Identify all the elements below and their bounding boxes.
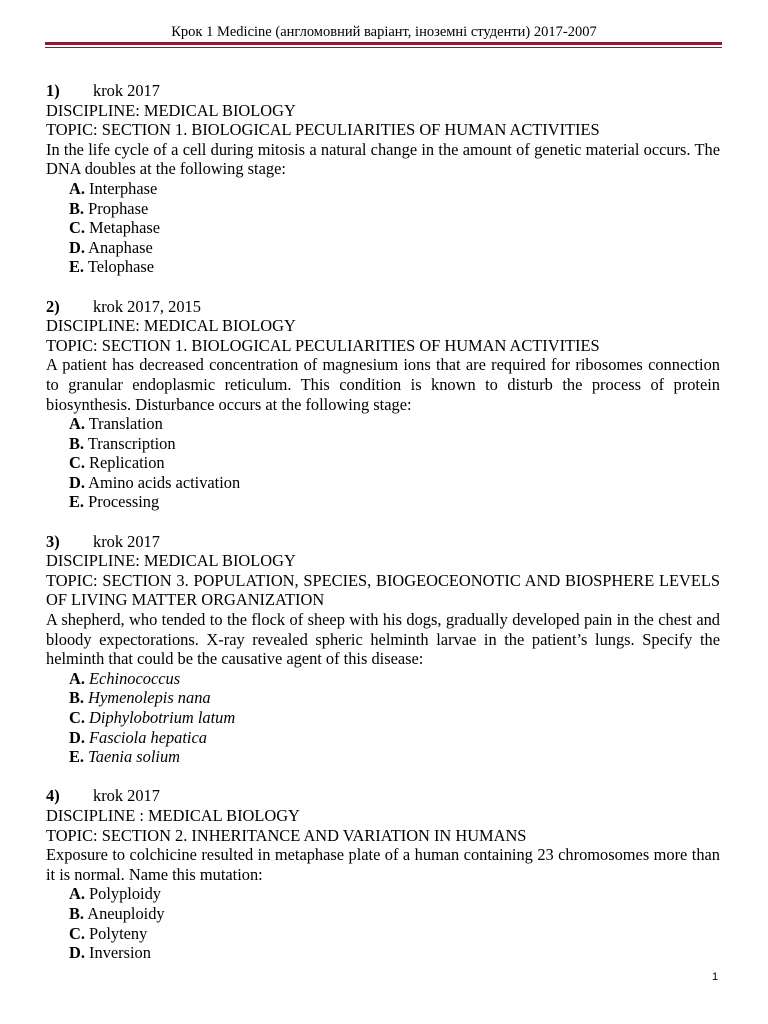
option-letter: A. <box>69 884 85 904</box>
option-text: Echinococcus <box>89 668 181 688</box>
option-text: Inversion <box>89 943 151 963</box>
header-rule-thin <box>45 47 722 48</box>
question-stem: Exposure to colchicine resulted in metaphase plate of a human containing 23 chromosomes more than it is normal. Name this mutation: <box>46 845 720 884</box>
answer-option-c <box>46 453 720 473</box>
answer-option-d <box>46 473 720 493</box>
question-stem: A shepherd, who tended to the flock of sheep with his dogs, gradually developed pain in the chest and bloody expectorations. X-ray revealed spheric helminth larvae in the patient’s lungs. Specify the helminth that could be the causative agent of this disease: <box>46 610 720 669</box>
option-text: Telophase <box>87 257 155 277</box>
option-text: Aneuploidy <box>87 903 165 923</box>
question-stem: A patient has decreased concentration of magnesium ions that are required for ribosomes connection to granular endoplasmic reticulum. This condition is known to disturb the process of protein biosynthesis. Disturbance occurs at the following stage: <box>46 355 720 414</box>
answer-option-d <box>46 238 720 258</box>
option-letter: E. <box>69 747 85 767</box>
question-header <box>46 81 720 101</box>
option-text: Taenia solium <box>88 747 180 767</box>
answer-option-e <box>46 492 720 512</box>
answer-option-d <box>46 728 720 748</box>
option-letter: B. <box>69 903 85 923</box>
answer-option-b <box>46 434 720 454</box>
page-number: 1 <box>712 971 719 983</box>
answer-option-e <box>46 257 720 277</box>
answer-option-d <box>46 943 720 963</box>
page-header: Крок 1 Medicine (англомовний варіант, іноземні студенти) 2017-2007 <box>171 24 597 40</box>
option-text: Diphylobotrium latum <box>89 708 236 727</box>
option-letter: A. <box>69 178 85 198</box>
question-discipline: DISCIPLINE: MEDICAL BIOLOGY <box>46 551 296 571</box>
option-letter: B. <box>69 688 85 708</box>
answer-option-a <box>46 414 720 434</box>
option-letter: E. <box>69 257 85 277</box>
question-number: 1) <box>46 81 60 100</box>
question-source: krok 2017 <box>93 81 160 100</box>
option-text: Interphase <box>89 178 158 198</box>
question-number: 4) <box>46 786 60 806</box>
option-text: Transcription <box>87 433 176 453</box>
question-2 <box>46 297 720 513</box>
option-letter: C. <box>69 923 85 943</box>
option-text: Fasciola hepatica <box>89 727 207 747</box>
option-letter: D. <box>69 943 85 963</box>
answer-option-b <box>46 199 720 219</box>
option-letter: D. <box>69 472 85 492</box>
question-discipline: DISCIPLINE: MEDICAL BIOLOGY <box>46 316 296 336</box>
option-letter: B. <box>69 198 85 218</box>
option-letter: A. <box>69 414 85 434</box>
option-letter: D. <box>69 237 85 257</box>
answer-option-a <box>46 669 720 689</box>
option-text: Replication <box>89 453 165 473</box>
option-text: Polyploidy <box>89 884 161 904</box>
question-source: krok 2017 <box>93 531 160 551</box>
answer-option-c <box>46 924 720 944</box>
option-letter: B. <box>69 433 85 453</box>
question-source: krok 2017, 2015 <box>93 296 201 316</box>
question-topic: TOPIC: SECTION 1. BIOLOGICAL PECULIARITIES OF HUMAN ACTIVITIES <box>46 335 600 355</box>
option-text: Anaphase <box>88 237 153 257</box>
question-topic: TOPIC: SECTION 3. POPULATION, SPECIES, BIOGEOCEONOTIC AND BIOSPHERE LEVELS OF LIVING MATTER ORGANIZATION <box>46 570 720 610</box>
question-discipline: DISCIPLINE : MEDICAL BIOLOGY <box>46 805 300 825</box>
answer-options <box>46 669 720 767</box>
option-text: Prophase <box>88 198 149 218</box>
option-letter: D. <box>69 727 85 747</box>
answer-option-b <box>46 688 720 708</box>
answer-option-c <box>46 218 720 238</box>
answer-option-a <box>46 179 720 199</box>
question-stem: In the life cycle of a cell during mitosis a natural change in the amount of genetic material occurs. The DNA doubles at the following stage: <box>46 139 720 179</box>
question-source: krok 2017 <box>93 786 160 806</box>
answer-option-a <box>46 884 720 904</box>
question-3 <box>46 532 720 767</box>
question-discipline: DISCIPLINE: MEDICAL BIOLOGY <box>46 100 296 120</box>
option-letter: C. <box>69 453 85 473</box>
question-number: 2) <box>46 296 60 316</box>
option-letter: A. <box>69 668 85 688</box>
answer-option-b <box>46 904 720 924</box>
answer-options <box>46 414 720 512</box>
question-number: 3) <box>46 531 60 551</box>
header-rule-thick <box>45 42 722 45</box>
answer-option-e <box>46 747 720 767</box>
question-header <box>46 532 720 552</box>
option-text: Translation <box>88 414 163 434</box>
answer-options <box>46 179 720 277</box>
option-letter: C. <box>69 218 85 238</box>
question-topic: TOPIC: SECTION 2. INHERITANCE AND VARIATION IN HUMANS <box>46 825 527 845</box>
question-4 <box>46 786 720 962</box>
answer-options <box>46 884 720 962</box>
question-1 <box>46 81 720 277</box>
answer-option-c <box>46 708 720 728</box>
option-text: Polyteny <box>89 923 148 943</box>
option-text: Amino acids activation <box>88 472 241 492</box>
document-body <box>46 81 720 982</box>
option-text: Metaphase <box>89 218 161 238</box>
option-text: Processing <box>88 492 160 512</box>
question-topic: TOPIC: SECTION 1. BIOLOGICAL PECULIARITIES OF HUMAN ACTIVITIES <box>46 120 600 140</box>
option-letter: E. <box>69 492 85 512</box>
question-header <box>46 786 720 806</box>
option-text: Hymenolepis nana <box>88 688 211 708</box>
question-header <box>46 297 720 317</box>
option-letter: C. <box>69 708 85 727</box>
